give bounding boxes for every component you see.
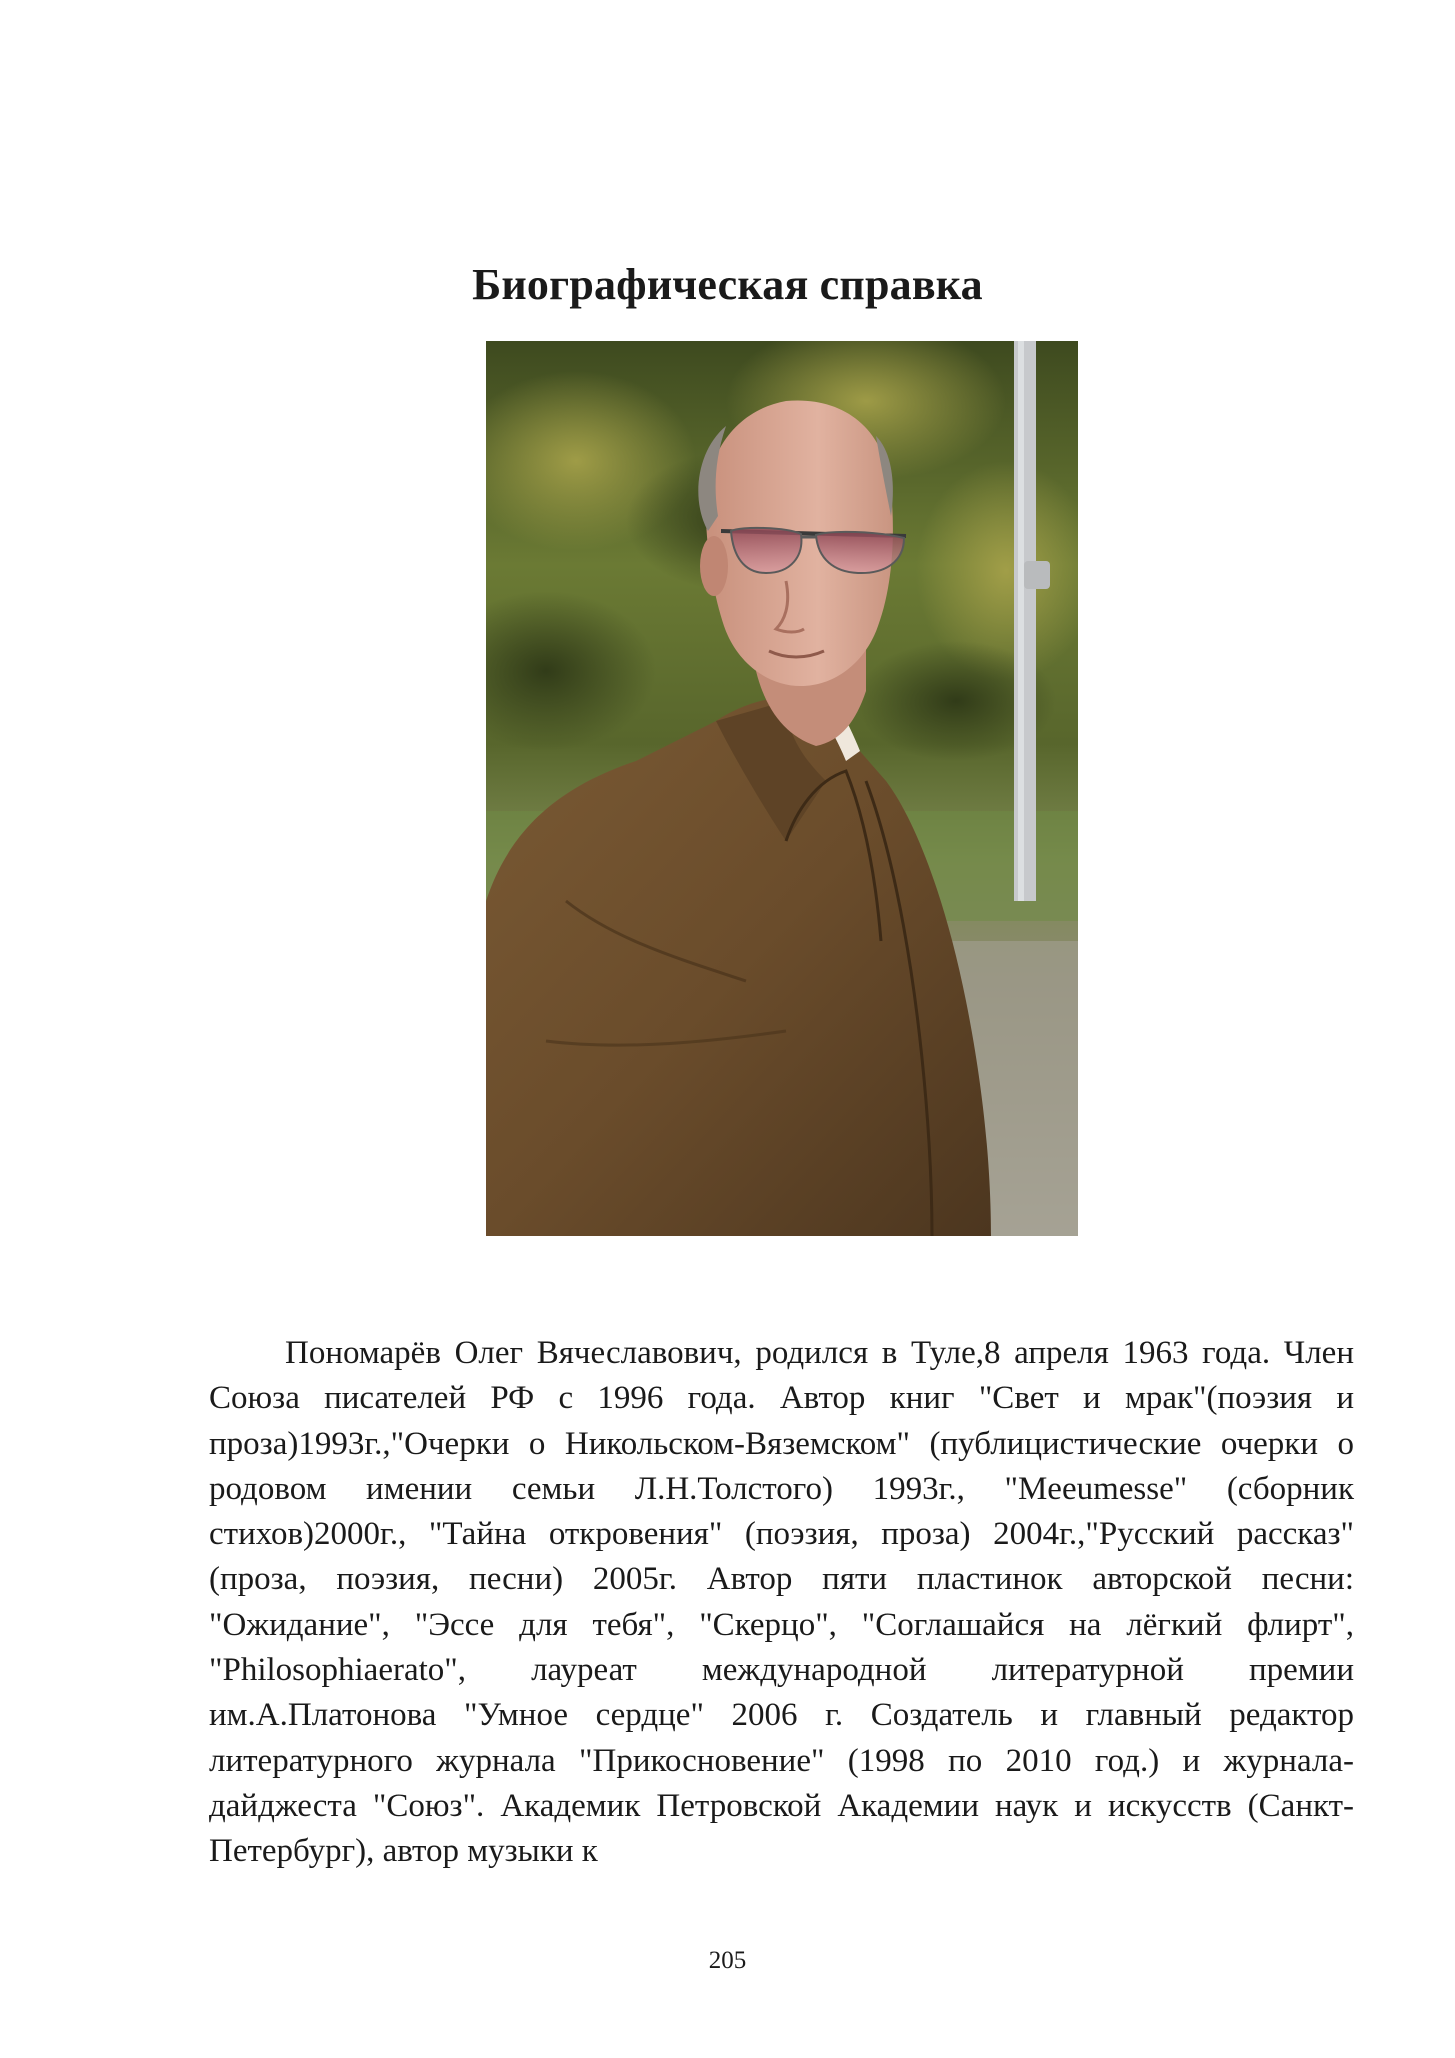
biography-text: Пономарёв Олег Вячеславович, родился в Туле,8 апреля 1963 года. Член Союза писателей РФ с 1996 года. Автор книг "Свет и мрак"(поэзия и проза)1993г.,"Очерки о Никольском-Вяземском" (публицистические очерки о родовом имении семьи Л.Н.Толстого) 1993г., "Meeumesse" (сборник стихов)2000г., "Тайна откровения" (поэзия, проза) 2004г.,"Русский рассказ"(проза, поэзия, песни) 2005г. Автор пяти пластинок авторской песни: "Ожидание", "Эссе для тебя", "Скерцо", "Соглашайся на лёгкий флирт", "Philosophiaerato", лауреат международной литературной премии им.А.Платонова "Умное сердце" 2006 г. Создатель и главный редактор литературного журнала "Прикосновение" (1998 по 2010 год.) и журнала-дайджеста "Союз". Академик Петровской Академии наук и искусств (Санкт-Петербург), автор музыки к <box>209 1335 1354 1870</box>
portrait-illustration <box>486 341 1078 1236</box>
portrait-photo <box>486 341 1078 1236</box>
page-number: 205 <box>708 1947 747 1974</box>
page-title: Биографическая справка <box>472 260 983 310</box>
